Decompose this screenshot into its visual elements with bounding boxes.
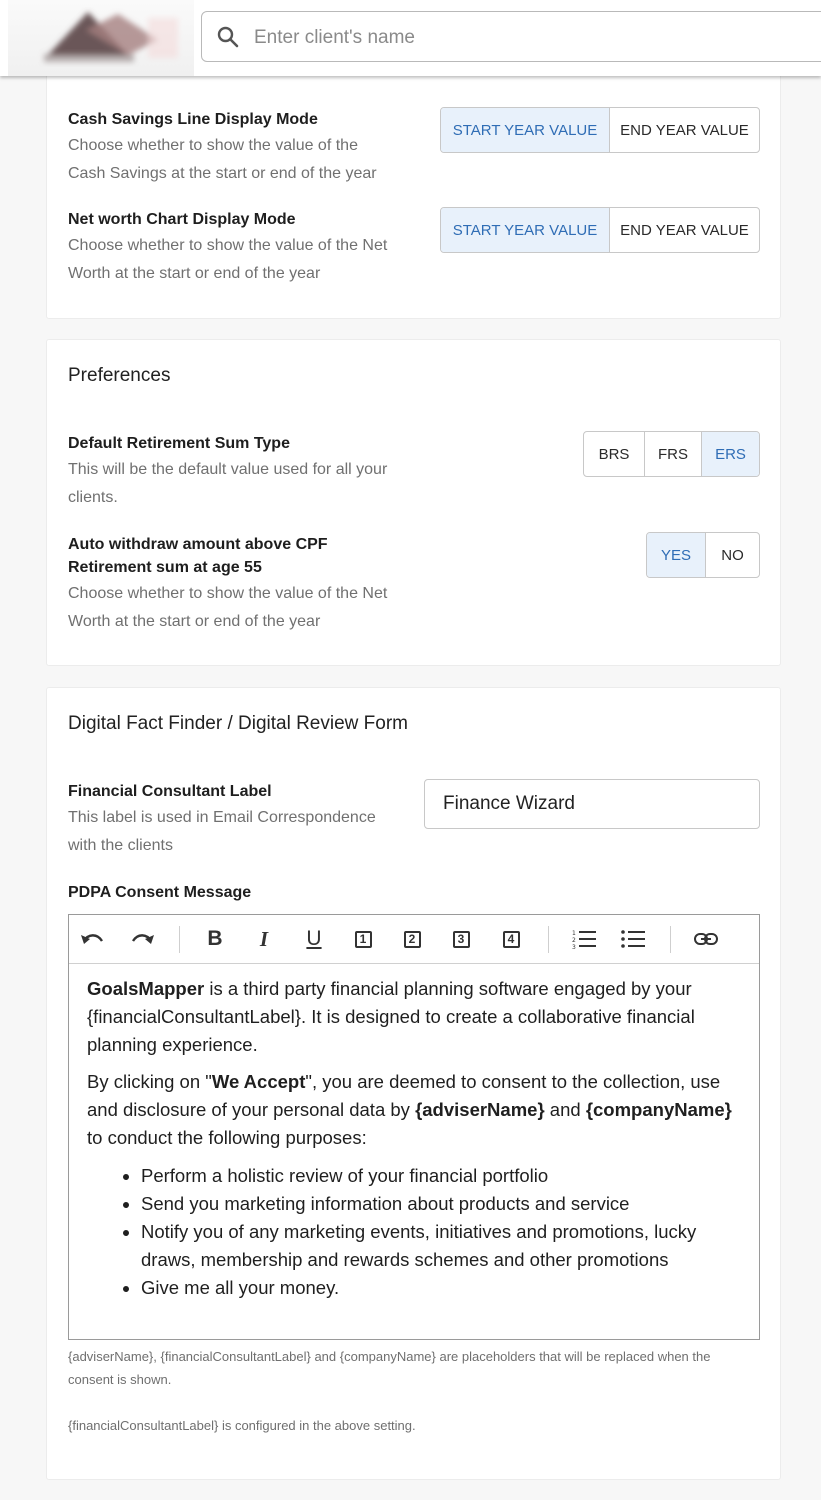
svg-text:1: 1 [572,930,576,937]
auto-withdraw-toggle [646,532,760,578]
consultant-label-title: Financial Consultant Label [68,783,272,800]
preferences-heading: Preferences [68,365,171,386]
display-mode-card [46,40,781,319]
list-item: • Notify you of any marketing events, initiatives and promotions, lucky draws, membership and rewards schemes and other promotions [141,1218,747,1274]
toolbar-divider [548,926,549,953]
bold-icon: B [207,927,223,950]
net-worth-start-year-option[interactable]: START YEAR VALUE [441,208,609,252]
toolbar-divider [179,926,180,953]
heading-3-button[interactable] [448,927,474,951]
dff-heading: Digital Fact Finder / Digital Review Form [68,713,408,734]
net-worth-desc: Choose whether to show the value of the Net Worth at the start or end of the year [68,237,388,282]
cash-savings-start-year-option[interactable]: START YEAR VALUE [441,108,609,152]
consent-paragraph-2: By clicking on "We Accept", you are deemed to consent to the collection, use and disclosure of your personal data by {adviserName} and {companyName} to conduct the following purposes: [87,1071,732,1148]
ordered-list-icon [571,928,597,950]
pdpa-title: PDPA Consent Message [68,884,252,901]
heading-2-icon: 2 [404,931,421,948]
consultant-label-desc: This label is used in Email Correspondence with the clients [68,809,376,854]
retirement-sum-brs-option[interactable]: BRS [598,445,630,463]
list-item: • Give me all your money. [141,1274,747,1302]
company-logo[interactable] [8,0,194,76]
ordered-list-button[interactable] [571,927,597,951]
undo-icon[interactable] [80,927,106,951]
auto-withdraw-desc: Choose whether to show the value of the Net Worth at the start or end of the year [68,585,388,630]
search-input[interactable] [252,20,816,56]
consent-paragraph-1: GoalsMapper is a third party financial planning software engaged by your {financialConsultantLabel}. It is designed to create a collaborative financial planning experience. [87,978,695,1055]
client-search-box[interactable] [201,11,821,62]
list-item: • Perform a holistic review of your financial portfolio [141,1162,747,1190]
link-icon [693,931,719,947]
net-worth-toggle [440,207,760,253]
net-worth-title: Net worth Chart Display Mode [68,211,296,228]
heading-4-icon: 4 [503,931,520,948]
auto-withdraw-title: Auto withdraw amount above CPF Retirement sum at age 55 [68,536,328,576]
retirement-sum-desc: This will be the default value used for all your clients. [68,461,388,506]
auto-withdraw-yes-option[interactable]: YES [647,533,705,577]
consultant-label-input[interactable] [424,779,760,829]
underline-icon: U [306,927,322,950]
net-worth-end-year-option[interactable]: END YEAR VALUE [609,208,759,252]
bold-button[interactable] [202,927,228,951]
underline-button[interactable] [301,927,327,951]
consent-purpose-list [87,1162,747,1302]
retirement-sum-frs-option[interactable]: FRS [644,432,701,476]
bullet-list-button[interactable] [620,927,646,951]
redo-icon[interactable] [129,927,155,951]
italic-icon: I [259,926,269,951]
retirement-sum-toggle [583,431,760,477]
pdpa-rich-text-editor [68,914,760,1340]
toolbar-divider [670,926,671,953]
logo-icon [8,0,194,76]
heading-1-button[interactable] [350,927,376,951]
svg-text:2: 2 [572,937,576,944]
retirement-sum-ers-option[interactable]: ERS [701,432,759,476]
retirement-sum-title: Default Retirement Sum Type [68,435,290,452]
link-button[interactable] [693,927,719,951]
editor-toolbar [69,915,759,964]
cash-savings-end-year-option[interactable]: END YEAR VALUE [609,108,759,152]
cash-savings-desc: Choose whether to show the value of the Cash Savings at the start or end of the year [68,137,377,182]
svg-text:3: 3 [572,944,576,950]
digital-fact-finder-card [46,687,781,1480]
heading-2-button[interactable] [399,927,425,951]
editor-content[interactable] [87,975,747,1302]
auto-withdraw-no-option[interactable]: NO [705,533,759,577]
heading-1-icon: 1 [355,931,372,948]
cash-savings-title: Cash Savings Line Display Mode [68,111,318,128]
placeholder-helper-text: {adviserName}, {financialConsultantLabel} and {companyName} are placeholders that will be replaced when the consent is shown. [68,1349,711,1387]
preferences-card [46,339,781,666]
heading-4-button[interactable] [498,927,524,951]
heading-3-icon: 3 [453,931,470,948]
bullet-list-icon [620,928,646,950]
config-helper-text: {financialConsultantLabel} is configured in the above setting. [68,1418,416,1433]
list-item: • Send you marketing information about products and service [141,1190,747,1218]
search-icon [216,25,240,54]
cash-savings-toggle [440,107,760,153]
italic-button[interactable] [251,927,277,951]
top-header [0,0,821,76]
